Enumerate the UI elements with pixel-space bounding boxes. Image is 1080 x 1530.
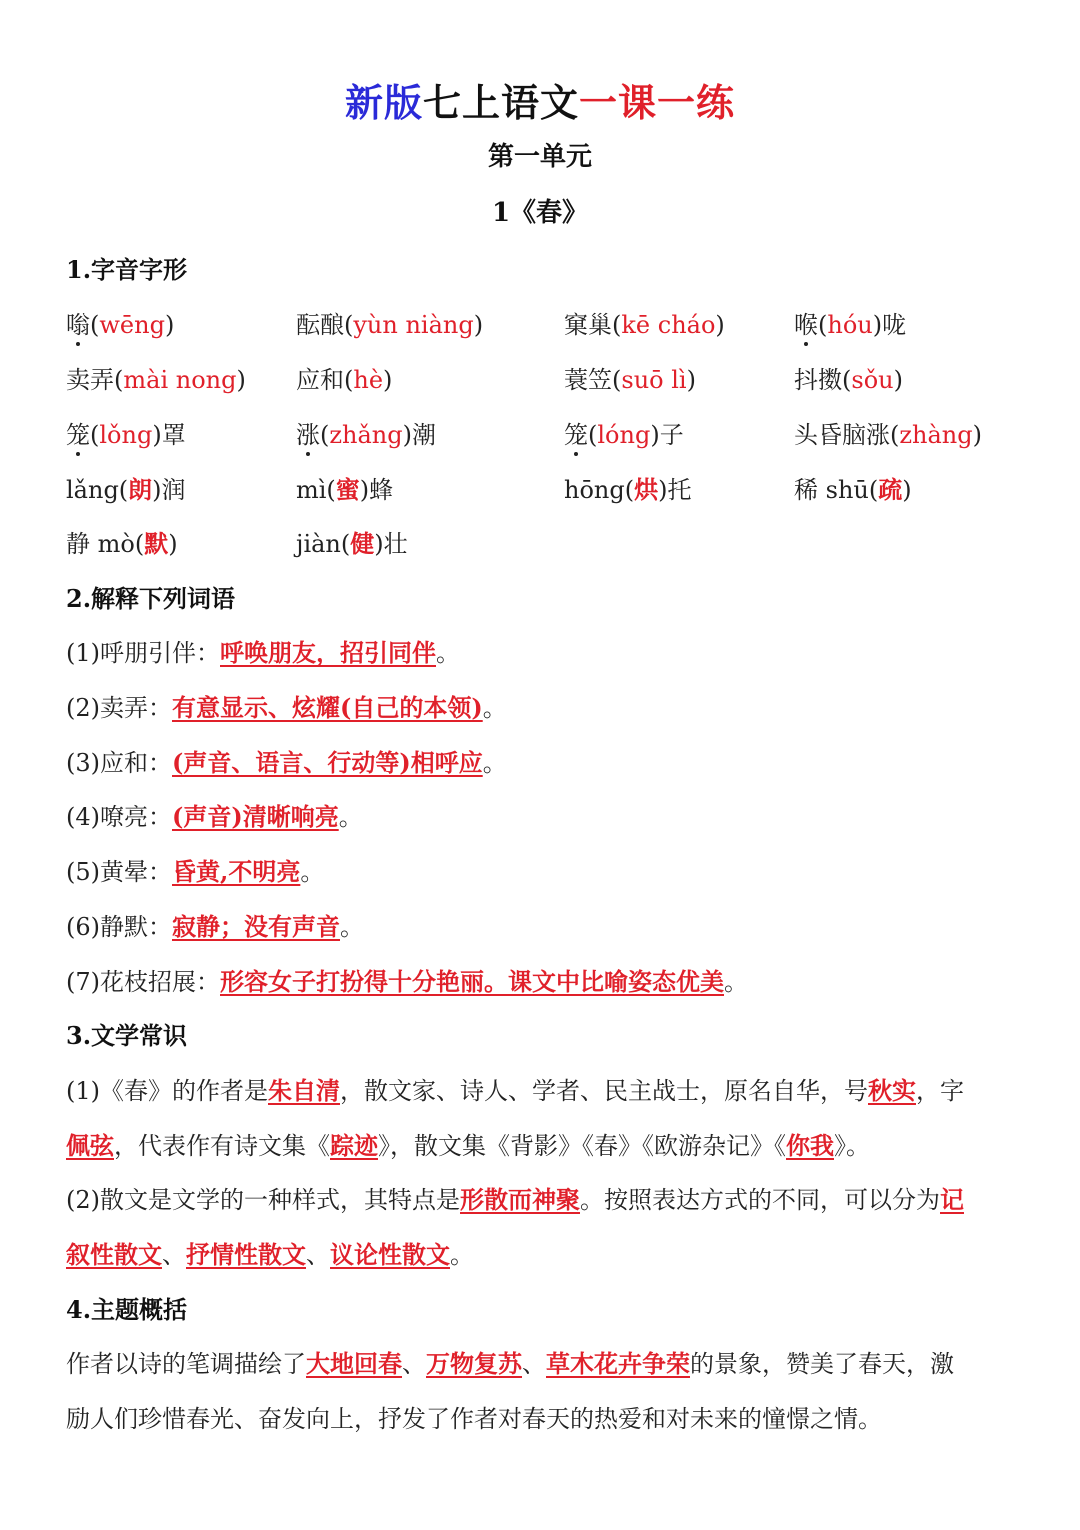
character-item: 静 mò(默) <box>66 529 178 558</box>
pinyin-item: 头昏脑涨(zhàng) <box>794 421 982 449</box>
vocab-item: (3)应和：(声音、语言、行动等)相呼应。 <box>66 748 507 777</box>
title-part-course: 七上语文 <box>422 80 579 125</box>
vocab-item: (4)嘹亮：(声音)清晰响亮。 <box>66 802 363 831</box>
pinyin-item: 窠巢(kē cháo) <box>564 311 725 339</box>
vocab-item: (7)花枝招展：形容女子打扮得十分艳丽。课文中比喻姿态优美。 <box>66 967 748 996</box>
pinyin-item: 抖擞(sǒu) <box>794 366 903 394</box>
title-part-practice: 一课一练 <box>579 80 736 125</box>
vocab-item: (2)卖弄：有意显示、炫耀(自己的本领)。 <box>66 693 507 722</box>
character-item: hōng(烘)托 <box>564 475 692 504</box>
pinyin-item: 喉(hóu)咙 <box>794 305 906 340</box>
title-part-new-edition: 新版 <box>344 80 423 125</box>
character-item: mì(蜜)蜂 <box>296 475 394 504</box>
literary-paragraph-line: (1)《春》的作者是朱自清，散文家、诗人、学者、民主战士，原名自华，号秋实，字 <box>66 1076 964 1105</box>
character-item: jiàn(健)壮 <box>296 529 408 558</box>
theme-paragraph-line: 作者以诗的笔调描绘了大地回春、万物复苏、草木花卉争荣的景象，赞美了春天，激 <box>66 1349 954 1378</box>
character-item: lǎng(朗)润 <box>66 475 186 504</box>
pinyin-row <box>66 305 1026 345</box>
unit-title: 第一单元 <box>487 142 592 172</box>
section-heading-literary-knowledge: 3.文学常识 <box>66 1021 188 1050</box>
section-heading-pronunciation: 1.字音字形 <box>66 255 188 284</box>
section-heading-vocabulary: 2.解释下列词语 <box>66 584 236 613</box>
literary-paragraph-line: 佩弦，代表作有诗文集《踪迹》，散文集《背影》《春》《欧游杂记》《你我》。 <box>66 1131 870 1160</box>
character-row <box>66 524 1026 564</box>
section-heading-theme-summary: 4.主题概括 <box>66 1295 188 1324</box>
pinyin-item: 蓑笠(suō lì) <box>564 366 696 394</box>
pinyin-item: 笼(lóng)子 <box>564 415 684 450</box>
literary-paragraph-line: (2)散文是文学的一种样式，其特点是形散而神聚。按照表达方式的不同，可以分为记 <box>66 1185 964 1214</box>
vocab-item: (6)静默：寂静；没有声音。 <box>66 912 364 941</box>
vocab-item: (1)呼朋引伴：呼唤朋友，招引同伴。 <box>66 638 460 667</box>
character-item: 稀 shū(疏) <box>794 475 912 504</box>
pinyin-item: 卖弄(mài nong) <box>66 366 246 394</box>
pinyin-item: 涨(zhǎng)潮 <box>296 415 436 450</box>
pinyin-row <box>66 360 1026 400</box>
theme-paragraph-line: 励人们珍惜春光、奋发向上，抒发了作者对春天的热爱和对未来的憧憬之情。 <box>66 1405 882 1433</box>
pinyin-item: 应和(hè) <box>296 366 393 394</box>
pinyin-row <box>66 415 1026 455</box>
lesson-title: 1《春》 <box>491 198 589 228</box>
pinyin-item: 嗡(wēng) <box>66 305 174 340</box>
literary-paragraph-line: 叙性散文、抒情性散文、议论性散文。 <box>66 1240 474 1269</box>
character-row <box>66 470 1026 510</box>
pinyin-item: 笼(lǒng)罩 <box>66 415 186 450</box>
vocab-item: (5)黄晕：昏黄,不明亮。 <box>66 857 325 886</box>
pinyin-item: 酝酿(yùn niàng) <box>296 311 484 339</box>
page-title <box>0 72 1080 127</box>
